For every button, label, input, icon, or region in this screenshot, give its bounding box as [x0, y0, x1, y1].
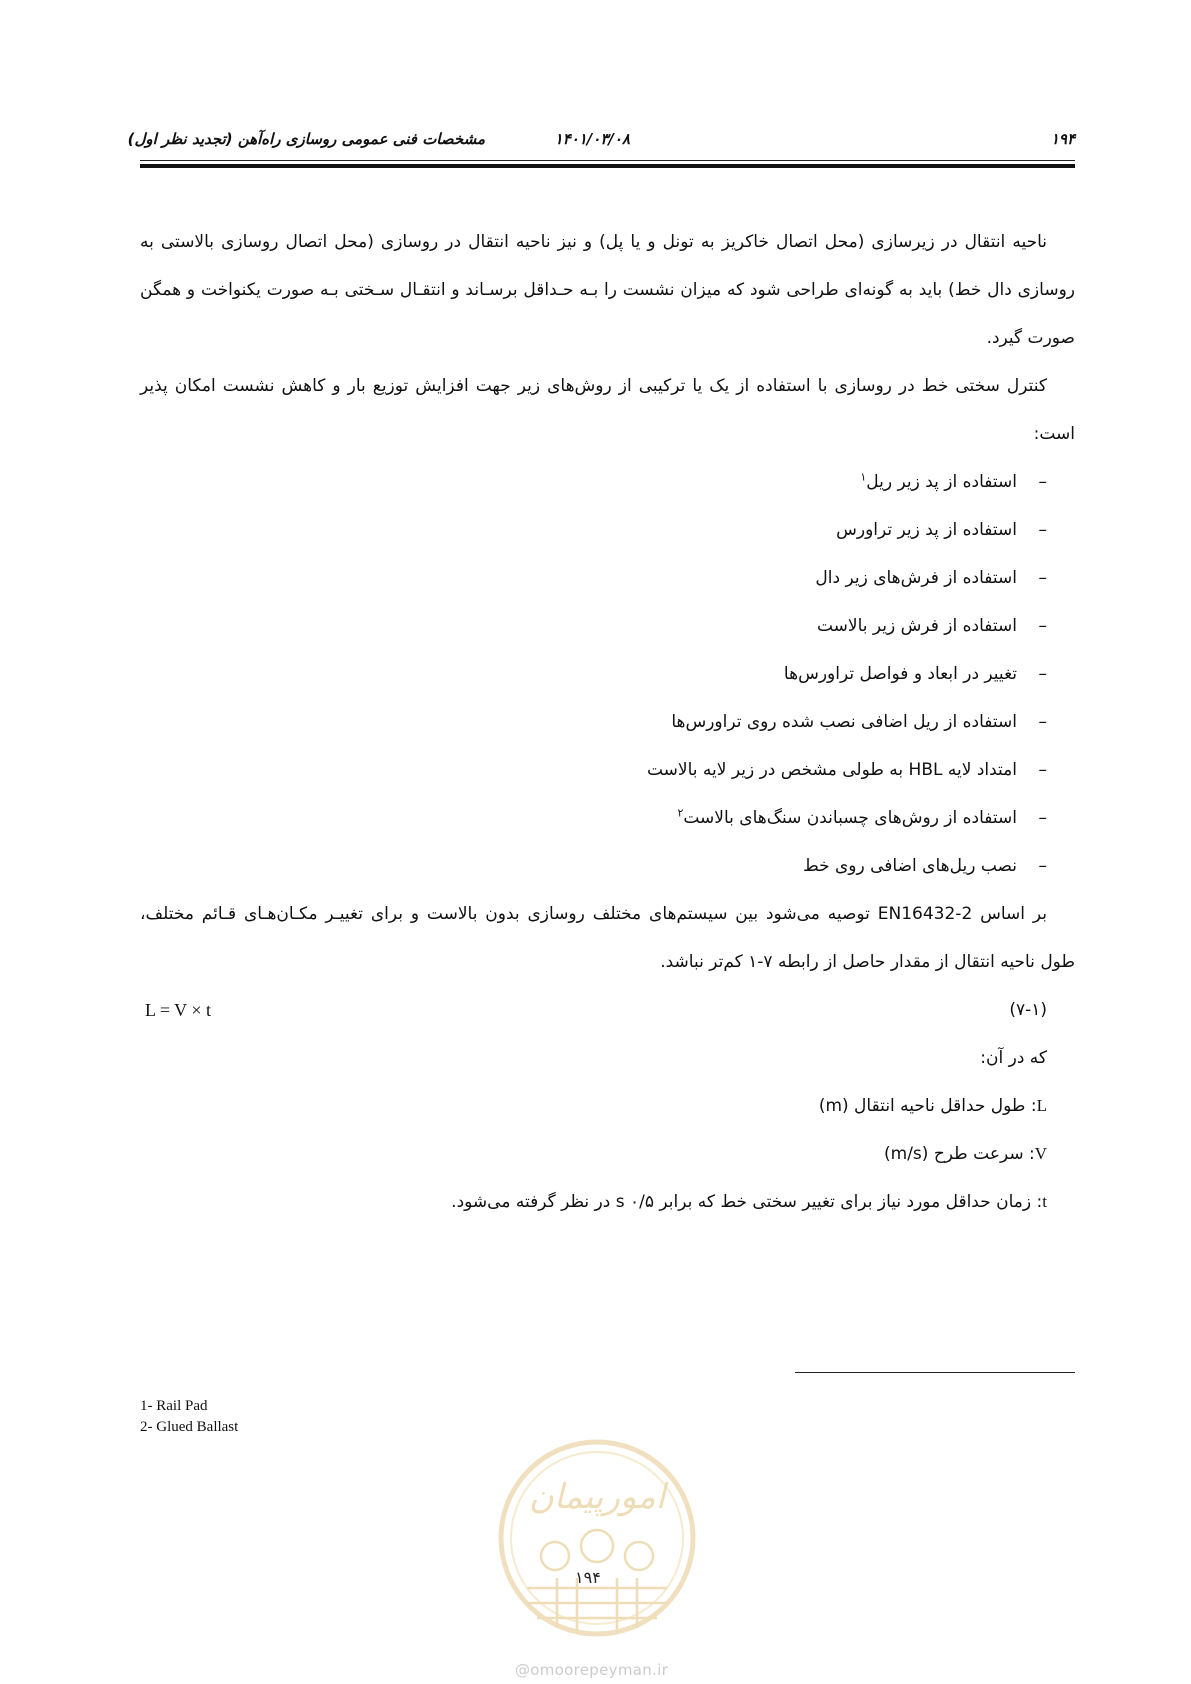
methods-list-item-text: استفاده از پد زیر ریل: [866, 472, 1017, 492]
definitions-list: [140, 1082, 1075, 1226]
footnote-1: 1- Rail Pad: [140, 1398, 208, 1414]
dash-bullet: –: [1038, 760, 1047, 780]
paragraph-stiffness-control: کنترل سختی خط در روسازی با استفاده از یک یا ترکیبی از روش‌های زیر جهت افزایش توزیع بار و کاهش نشست امکان پذیر است:: [140, 376, 1075, 444]
methods-list-item-text: استفاده از روش‌های چسباندن سنگ‌های بالاست: [683, 808, 1017, 828]
header-rule-thin: [140, 160, 1075, 161]
header-page-number: ۱۹۴: [1050, 130, 1075, 148]
methods-list-item: [140, 602, 1047, 650]
watermark-logo: [497, 1438, 697, 1643]
methods-list-item: [140, 746, 1047, 794]
definition-text: : سرعت طرح (m/s): [884, 1144, 1035, 1164]
footnote-2: 2- Glued Ballast: [140, 1419, 239, 1435]
paragraph-en16432: بر اساس EN16432-2 توصیه می‌شود بین سیستم‌های مختلف روسازی بدون بالاست و برای تغییـر مکـان‌هـای قـائم مختلف، طول ناحیه انتقال از مقدار حاصل از رابطه ۷-۱ کم‌تر نباشد.: [140, 904, 1075, 972]
footnote-ref: ۱: [860, 470, 867, 484]
methods-list: [140, 458, 1075, 890]
equation-number: (۷-۱): [1009, 1000, 1047, 1020]
paragraph-transition-zone: ناحیه انتقال در زیرسازی (محل اتصال خاکریز به تونل و یا پل) و نیز ناحیه انتقال در روسازی (محل اتصال روسازی بالاستی به روسازی دال خط) باید به گونه‌ای طراحی شود که میزان نشست را بـه حـداقل برسـاند و انتقـال سـختی بـه صورت یکنواخت و همگن صورت گیرد.: [140, 232, 1075, 348]
dash-bullet: –: [1038, 808, 1047, 828]
document-body: [140, 218, 1075, 1226]
methods-list-item-text: استفاده از فرش زیر بالاست: [816, 616, 1017, 636]
methods-list-item-text: استفاده از پد زیر تراورس: [836, 520, 1017, 540]
methods-list-item: [140, 458, 1047, 506]
equation-formula: L = V × t: [145, 1000, 211, 1020]
definition-text: : طول حداقل ناحیه انتقال (m): [818, 1096, 1037, 1116]
methods-list-item: [140, 554, 1047, 602]
header-rule-thick: [140, 164, 1075, 168]
dash-bullet: –: [1038, 520, 1047, 540]
header-title: مشخصات فنی عمومی روسازی راه‌آهن (تجدید نظر اول): [127, 130, 485, 148]
footnote-rule: [795, 1372, 1075, 1373]
footnotes: [140, 1396, 238, 1438]
methods-list-item: [140, 842, 1047, 890]
methods-list-item-text: نصب ریل‌های اضافی روی خط: [802, 856, 1017, 876]
methods-list-item: [140, 506, 1047, 554]
definition-item: [140, 1178, 1075, 1226]
dash-bullet: –: [1038, 568, 1047, 588]
methods-list-item-text: استفاده از فرش‌های زیر دال: [815, 568, 1017, 588]
definition-symbol: V: [1034, 1144, 1047, 1163]
definition-item: [140, 1082, 1075, 1130]
equation-row: [140, 986, 1075, 1034]
methods-list-item-text: تغییر در ابعاد و فواصل تراورس‌ها: [783, 664, 1017, 684]
page-header: [127, 128, 1075, 154]
header-date: ۱۴۰۱/۰۳/۰۸: [554, 130, 630, 148]
dash-bullet: –: [1038, 472, 1047, 492]
definition-text: : زمان حداقل مورد نیاز برای تغییر سختی خط که برابر s ۰/۵ در نظر گرفته می‌شود.: [451, 1192, 1043, 1212]
methods-list-item: [140, 794, 1047, 842]
dash-bullet: –: [1038, 856, 1047, 876]
definition-symbol: t: [1042, 1192, 1047, 1211]
dash-bullet: –: [1038, 712, 1047, 732]
where-label: که در آن:: [980, 1048, 1047, 1068]
dash-bullet: –: [1038, 664, 1047, 684]
methods-list-item-text: امتداد لایه HBL به طولی مشخص در زیر لایه بالاست: [646, 760, 1017, 780]
watermark-page-number: ۱۹۴: [575, 1568, 601, 1587]
dash-bullet: –: [1038, 616, 1047, 636]
definition-symbol: L: [1036, 1096, 1047, 1115]
footnote-ref: ۲: [677, 806, 684, 820]
definition-item: [140, 1130, 1075, 1178]
watermark-logo-text: امورپیمان: [528, 1477, 666, 1517]
methods-list-item: [140, 650, 1047, 698]
watermark-site: @omoorepeyman.ir: [515, 1661, 669, 1679]
methods-list-item-text: استفاده از ریل اضافی نصب شده روی تراورس‌ها: [671, 712, 1017, 732]
methods-list-item: [140, 698, 1047, 746]
